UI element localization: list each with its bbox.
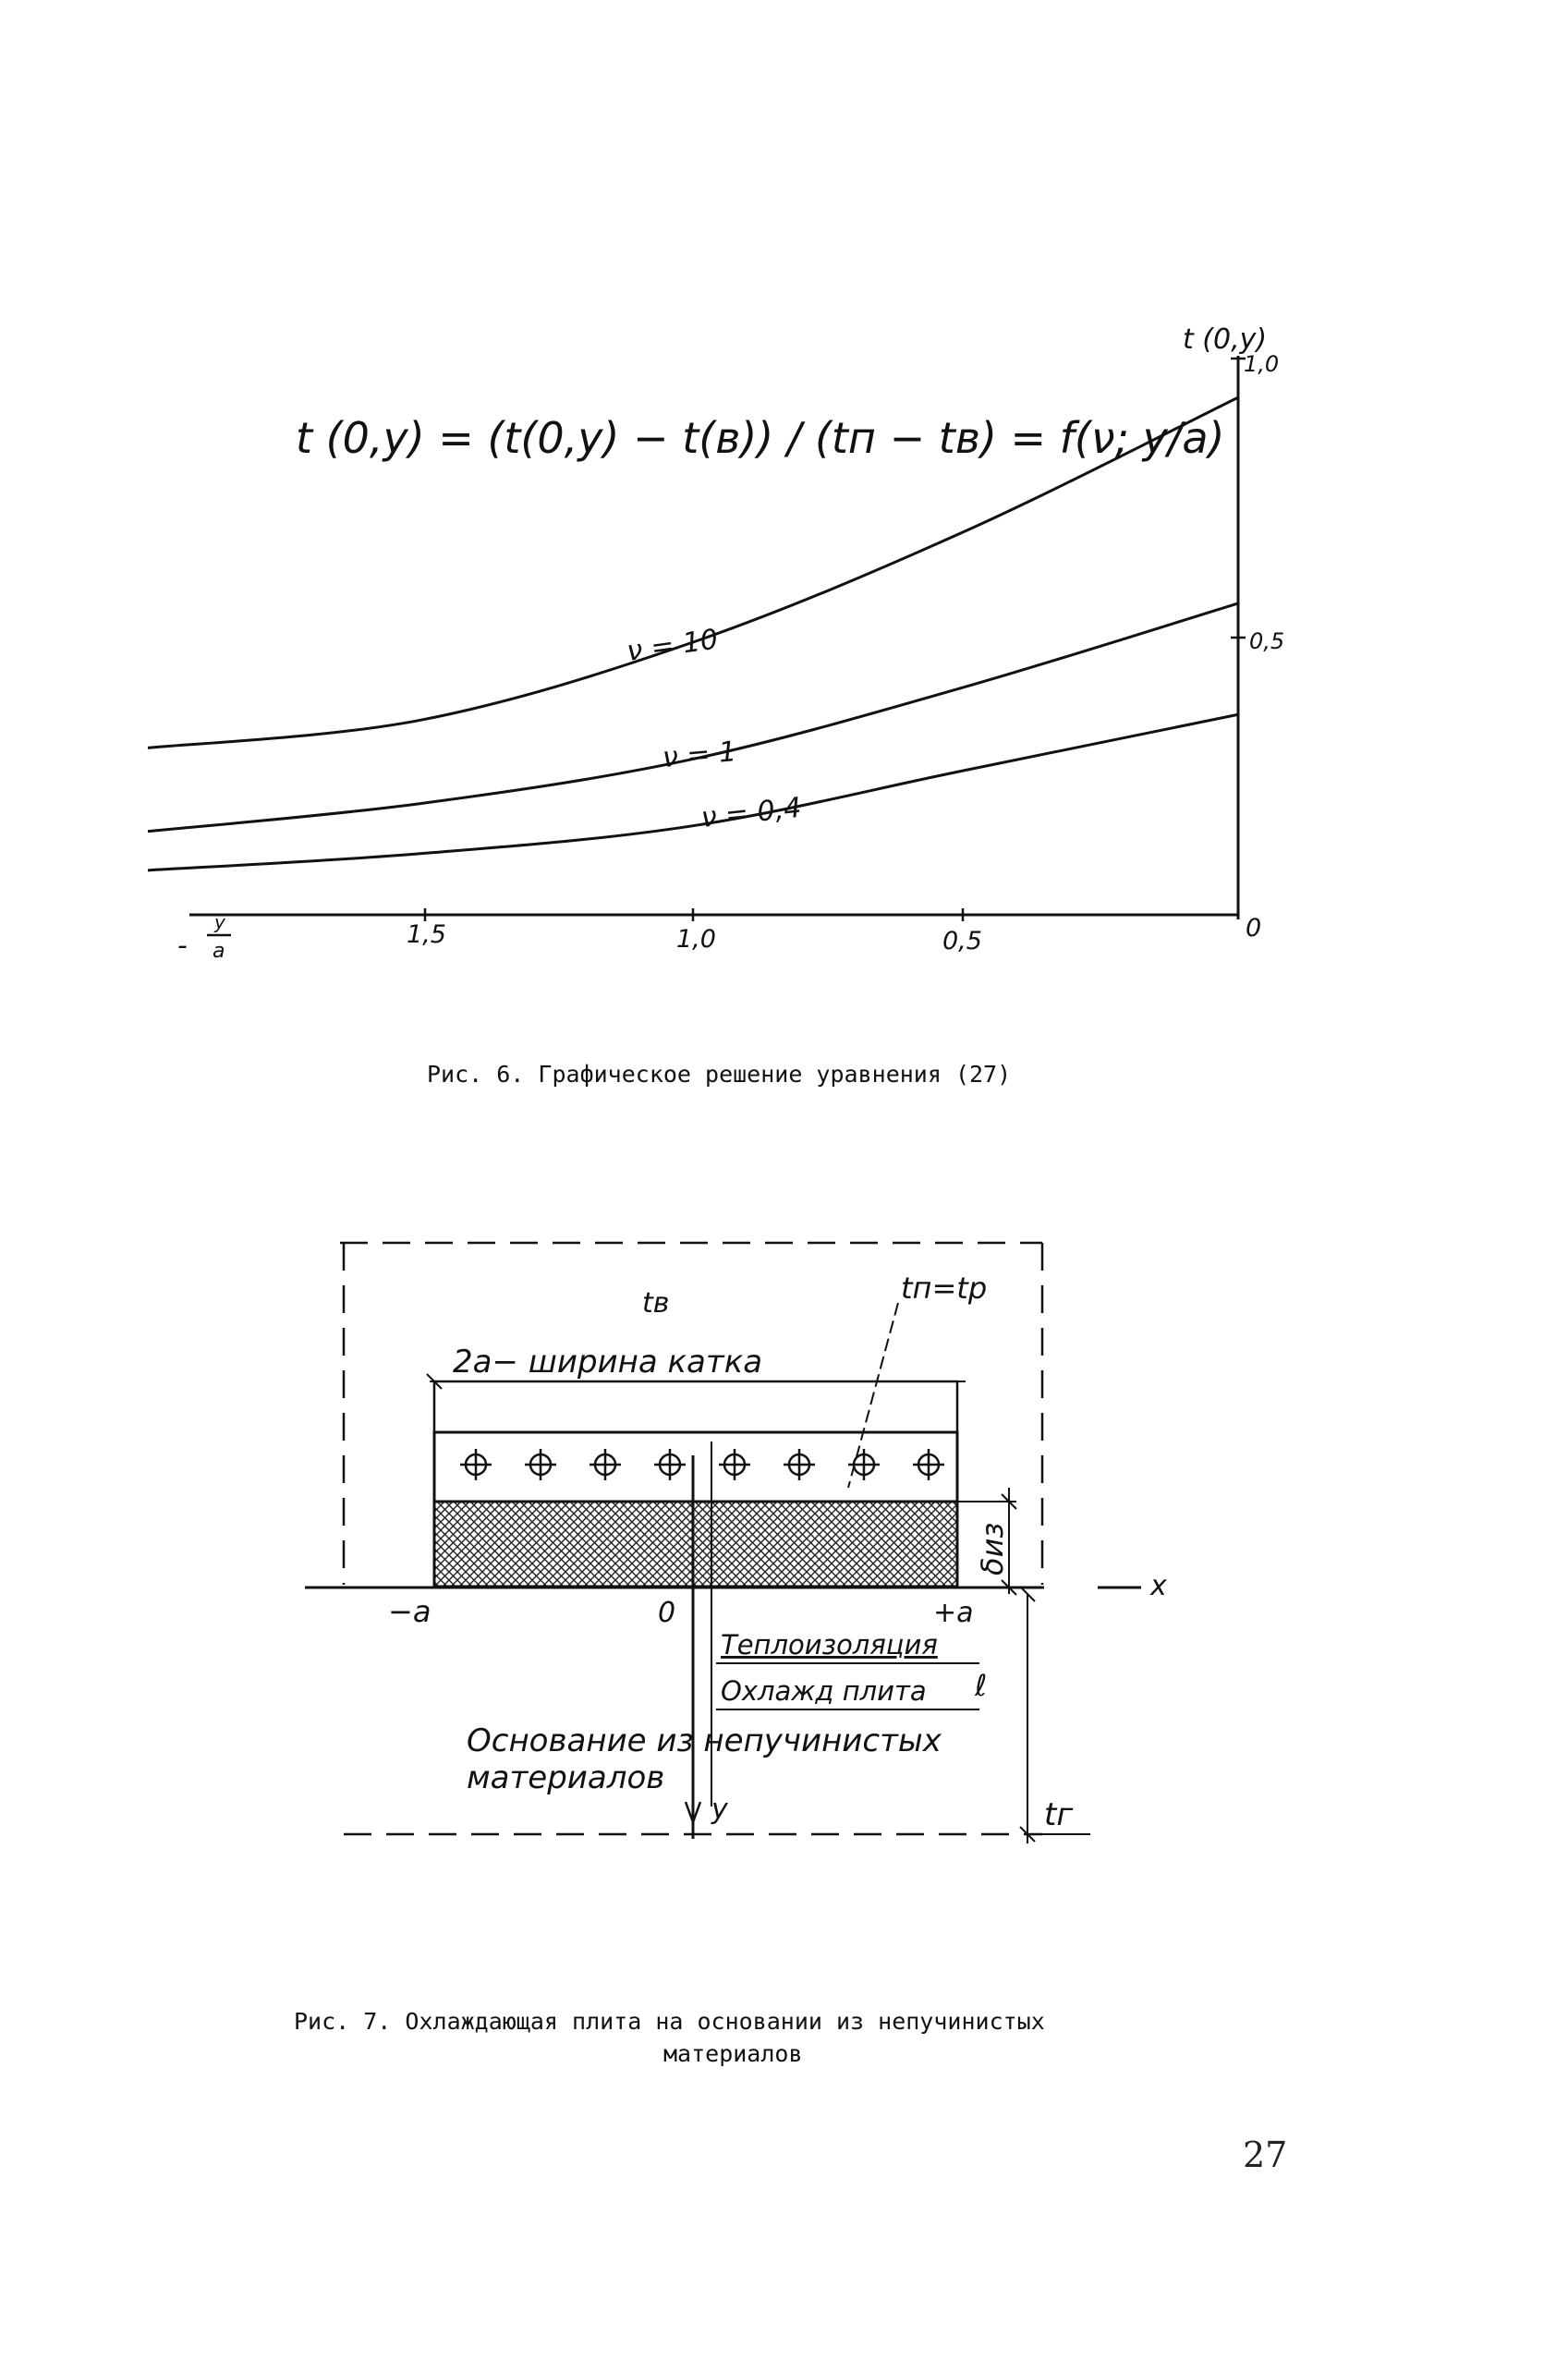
insulation-label: Теплоизоляция	[721, 1629, 938, 1661]
right-edge-label: +a	[933, 1597, 974, 1629]
base-label-line-1: Основание из непучинистых	[467, 1722, 942, 1759]
figure-7-caption-line-2: материалов	[663, 2040, 803, 2067]
x-tick-label-10: 1,0	[676, 925, 716, 954]
fig7-x-axis-label: x	[1150, 1570, 1167, 1602]
origin-label: 0	[658, 1597, 676, 1629]
curve-label-nu-1: ν = 1	[661, 736, 738, 774]
cooling-plate-layer	[434, 1432, 957, 1502]
figure-7-caption-line-1: Рис. 7. Охлаждающая плита на основании из непучинистых	[294, 2008, 1045, 2035]
figure-6	[148, 323, 1284, 963]
y-axis-label: t (0,y)	[1183, 323, 1268, 356]
figure-7	[305, 1243, 1167, 1843]
y-tick-label-1: 1,0	[1244, 351, 1280, 377]
pipe-temp-label: tп=tр	[901, 1271, 988, 1306]
left-edge-label: −a	[388, 1594, 432, 1629]
curve-label-nu-10: ν = 10	[625, 623, 721, 668]
x-tick-label-05: 0,5	[942, 927, 982, 955]
insulation-thickness-label: δиз	[975, 1522, 1010, 1575]
x-axis-label-y: y	[214, 911, 225, 933]
top-layer	[434, 1381, 957, 1432]
fig7-y-axis-label: y	[711, 1794, 728, 1826]
pipe-group	[460, 1449, 944, 1480]
formula: t (0,y) = (t(0,y) − t(в)) / (tп − tв) = f(ν; y/a)	[296, 413, 1225, 463]
x-axis-label-a: a	[213, 940, 225, 963]
y-tick-label-05: 0,5	[1249, 628, 1285, 654]
base-label-line-2: материалов	[467, 1759, 665, 1796]
x-tick-label-15: 1,5	[407, 920, 446, 949]
x-tick-label-0: 0	[1246, 914, 1262, 943]
plate-label: Охлажд плита	[721, 1675, 927, 1707]
figure-6-caption: Рис. 6. Графическое решение уравнения (27)	[427, 1061, 1012, 1088]
width-label: 2a− ширина катка	[453, 1344, 763, 1381]
air-temp-label: tв	[642, 1287, 670, 1320]
curve-series-3	[148, 714, 1238, 870]
plate-thickness-label: ℓ	[975, 1668, 988, 1703]
page-number: 27	[1243, 2135, 1288, 2175]
x-axis-label-minus: -	[177, 930, 188, 962]
ground-temp-label: tг	[1044, 1796, 1074, 1833]
insulation-layer	[434, 1502, 957, 1587]
curve-label-nu-04: ν = 0,4	[699, 791, 803, 834]
